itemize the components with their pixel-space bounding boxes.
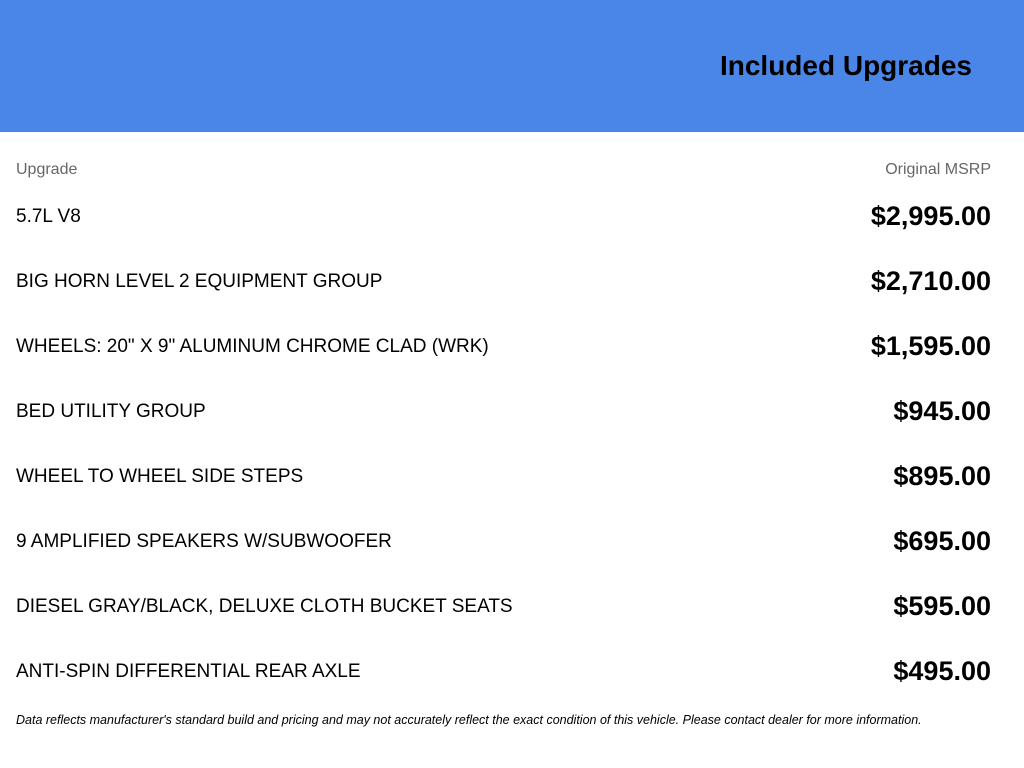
table-row — [16, 379, 991, 444]
disclaimer-text: Data reflects manufacturer's standard build and pricing and may not accurately reflect the exact condition of this vehicle. Please contact dealer for more information. — [16, 713, 922, 727]
table-row — [16, 509, 991, 574]
table-row — [16, 574, 991, 639]
table-row — [16, 444, 991, 509]
upgrade-name: DIESEL GRAY/BLACK, DELUXE CLOTH BUCKET SEATS — [16, 596, 513, 617]
upgrade-price: $595.00 — [893, 591, 991, 621]
upgrade-name: 9 AMPLIFIED SPEAKERS W/SUBWOOFER — [16, 531, 392, 552]
upgrade-name: ANTI-SPIN DIFFERENTIAL REAR AXLE — [16, 661, 361, 682]
upgrade-price: $2,995.00 — [870, 201, 991, 231]
table-row — [16, 249, 991, 314]
upgrade-price: $945.00 — [893, 396, 991, 426]
header-banner — [0, 0, 1024, 132]
upgrade-name: BIG HORN LEVEL 2 EQUIPMENT GROUP — [16, 271, 383, 292]
column-header-msrp: Original MSRP — [885, 161, 991, 178]
upgrade-price: $495.00 — [893, 656, 991, 686]
upgrade-name: BED UTILITY GROUP — [16, 401, 206, 422]
upgrade-price: $1,595.00 — [870, 331, 991, 361]
upgrade-price: $695.00 — [893, 526, 991, 556]
table-row — [16, 314, 991, 379]
page-title: Included Upgrades — [719, 50, 972, 81]
column-header-upgrade: Upgrade — [16, 161, 78, 178]
upgrades-list — [16, 184, 991, 704]
upgrade-name: 5.7L V8 — [16, 206, 81, 227]
table-row — [16, 639, 991, 704]
upgrade-name: WHEEL TO WHEEL SIDE STEPS — [16, 466, 304, 487]
table-row — [16, 184, 991, 249]
upgrade-price: $895.00 — [893, 461, 991, 491]
upgrade-name: WHEELS: 20" X 9" ALUMINUM CHROME CLAD (WRK) — [16, 336, 489, 357]
upgrade-price: $2,710.00 — [870, 266, 991, 296]
